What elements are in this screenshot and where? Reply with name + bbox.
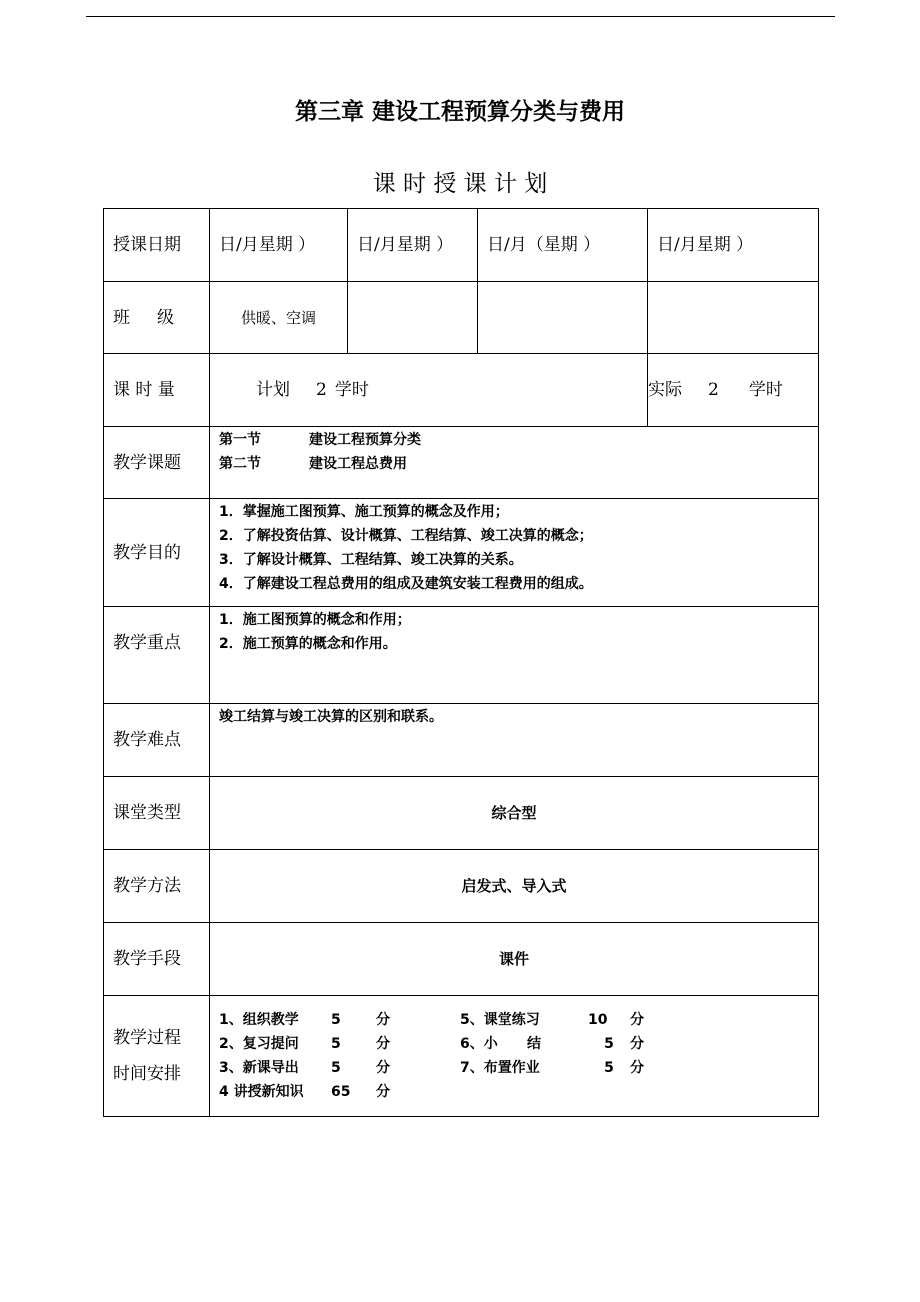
topic-content: [210, 427, 819, 499]
class-type-value: 综合型: [210, 777, 819, 850]
method-value: 启发式、导入式: [210, 850, 819, 923]
process-minutes: 65: [331, 1084, 351, 1100]
key-points-row: [104, 607, 819, 704]
difficulty-content: 竣工结算与竣工决算的区别和联系。: [210, 704, 819, 777]
process-label-line2: 时间安排: [113, 1064, 181, 1084]
plan-unit: 学时: [334, 380, 369, 400]
class-cell-4: [648, 282, 819, 354]
process-item: 4 讲授新知识: [219, 1084, 304, 1100]
goals-content: [210, 499, 819, 607]
method-row: [104, 850, 819, 923]
process-label-line1: 教学过程: [113, 1028, 181, 1048]
process-minutes: 5: [331, 1012, 341, 1028]
hours-label: 课 时 量: [104, 354, 210, 427]
actual-unit: 学时: [748, 380, 783, 400]
goal-item: 4．了解建设工程总费用的组成及建筑安装工程费用的组成。: [219, 576, 593, 592]
plan-label: 计划: [256, 380, 290, 400]
key-point-item: 2．施工预算的概念和作用。: [219, 636, 397, 652]
topic-label: 教学课题: [104, 427, 210, 499]
process-item: 7、布置作业: [460, 1060, 540, 1076]
date-cell-2: 日/月星期 ）: [348, 209, 478, 282]
topic-title: 建设工程预算分类: [309, 432, 421, 448]
process-unit: 分: [376, 1012, 390, 1028]
process-minutes: 5: [331, 1060, 341, 1076]
topic-section: 第一节: [219, 432, 261, 448]
process-item: 1、组织教学: [219, 1012, 299, 1028]
process-item: 5、课堂练习: [460, 1012, 540, 1028]
date-cell-1: 日/月星期 ）: [210, 209, 348, 282]
process-line: [219, 1056, 818, 1080]
process-unit: 分: [630, 1036, 644, 1052]
process-line: [219, 1032, 818, 1056]
plan-value: 2: [316, 380, 327, 400]
goals-label: 教学目的: [104, 499, 210, 607]
topic-section: 第二节: [219, 456, 261, 472]
goals-row: [104, 499, 819, 607]
process-minutes: 5: [331, 1036, 341, 1052]
topic-row: [104, 427, 819, 499]
chapter-title: 第三章 建设工程预算分类与费用: [294, 98, 625, 125]
process-unit: 分: [376, 1084, 390, 1100]
class-label: 班 级: [104, 282, 210, 354]
topic-item: [219, 428, 818, 452]
goal-item: 3．了解设计概算、工程结算、竣工决算的关系。: [219, 552, 523, 568]
difficulty-label: 教学难点: [104, 704, 210, 777]
class-value: 供暖、空调: [210, 282, 348, 354]
class-type-row: [104, 777, 819, 850]
process-row: [104, 996, 819, 1117]
date-cell-3: 日/月（星期 ）: [478, 209, 648, 282]
actual-label: 实际: [648, 380, 682, 400]
process-line: [219, 1008, 818, 1032]
process-minutes: 5: [604, 1060, 614, 1076]
difficulty-row: [104, 704, 819, 777]
means-value: 课件: [210, 923, 819, 996]
process-minutes: 5: [604, 1036, 614, 1052]
class-cell-2: [348, 282, 478, 354]
goal-item: 2．了解投资估算、设计概算、工程结算、竣工决算的概念；: [219, 528, 593, 544]
lesson-plan-table: [103, 208, 819, 1117]
process-unit: 分: [630, 1060, 644, 1076]
process-item: 6、小 结: [460, 1036, 541, 1052]
class-type-label: 课堂类型: [104, 777, 210, 850]
plan-title: 课 时 授 课 计 划: [372, 171, 548, 197]
date-label: 授课日期: [104, 209, 210, 282]
topic-title: 建设工程总费用: [309, 456, 407, 472]
process-unit: 分: [376, 1036, 390, 1052]
date-cell-4: 日/月星期 ）: [648, 209, 819, 282]
process-item: 3、新课导出: [219, 1060, 299, 1076]
hours-actual: [648, 354, 819, 427]
hours-plan: [210, 354, 648, 427]
key-points-content: [210, 607, 819, 704]
process-minutes: 10: [588, 1012, 608, 1028]
process-item: 2、复习提问: [219, 1036, 299, 1052]
means-label: 教学手段: [104, 923, 210, 996]
process-label: [104, 996, 210, 1117]
goal-item: 1．掌握施工图预算、施工预算的概念及作用；: [219, 504, 509, 520]
class-cell-3: [478, 282, 648, 354]
process-content: [210, 996, 819, 1117]
key-points-label: 教学重点: [104, 607, 210, 704]
class-row: [104, 282, 819, 354]
key-point-item: 1．施工图预算的概念和作用；: [219, 612, 411, 628]
actual-value: 2: [708, 380, 719, 400]
date-row: [104, 209, 819, 282]
process-unit: 分: [630, 1012, 644, 1028]
topic-item: [219, 452, 818, 476]
method-label: 教学方法: [104, 850, 210, 923]
process-unit: 分: [376, 1060, 390, 1076]
hours-row: [104, 354, 819, 427]
process-line: [219, 1080, 818, 1104]
top-rule: [86, 16, 835, 17]
means-row: [104, 923, 819, 996]
